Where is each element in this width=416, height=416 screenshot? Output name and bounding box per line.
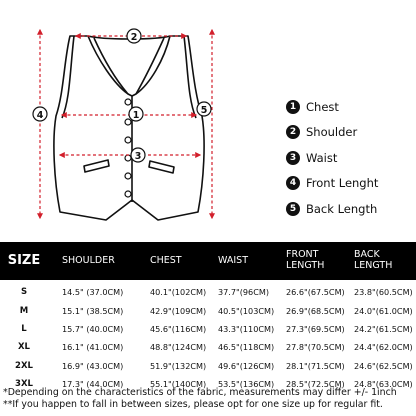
- cell-shoulder: 14.5" (37.0CM): [62, 287, 124, 298]
- measurement-legend: [286, 94, 412, 222]
- svg-text:5: 5: [200, 105, 208, 116]
- cell-waist: 43.3"(110CM): [218, 323, 275, 334]
- table-row: [0, 320, 416, 338]
- cell-shoulder: 17.3" (44.0CM): [62, 379, 124, 390]
- note-between-sizes: **If you happen to fall in between sizes, please opt for one size up for regular fit.: [3, 399, 383, 410]
- legend-label: Shoulder: [306, 125, 358, 140]
- cell-back-length: 23.8"(60.5CM): [354, 287, 413, 298]
- table-row: [0, 283, 416, 301]
- cell-shoulder: 16.9" (43.0CM): [62, 360, 124, 371]
- legend-label: Back Length: [306, 201, 378, 216]
- size-chart-table: [0, 242, 416, 393]
- cell-chest: 40.1"(102CM): [150, 287, 207, 298]
- header-size: SIZE: [7, 252, 41, 268]
- size-notes: [3, 387, 415, 411]
- cell-back-length: 24.6"(62.5CM): [354, 360, 413, 371]
- button-icon: [125, 119, 131, 125]
- cell-shoulder: 15.1" (38.5CM): [62, 305, 124, 316]
- header-front-length-line2: LENGTH: [286, 260, 325, 271]
- legend-item-chest: [286, 94, 412, 120]
- legend-label: Front Lenght: [306, 176, 379, 191]
- number-3-icon: 3: [286, 151, 300, 165]
- table-header: [0, 242, 416, 280]
- note-fabric: *Depending on the characteristics of the fabric, measurements may differ +/- 1inch: [3, 387, 397, 398]
- cell-size: S: [20, 287, 28, 298]
- table-row: [0, 301, 416, 319]
- legend-item-back-length: [286, 196, 412, 222]
- number-1-icon: 1: [286, 100, 300, 114]
- cell-front-length: 27.8"(70.5CM): [286, 342, 345, 353]
- cell-size: XL: [18, 342, 30, 353]
- number-2-icon: 2: [286, 125, 300, 139]
- number-4-icon: 4: [286, 176, 300, 190]
- legend-item-shoulder: [286, 120, 412, 146]
- cell-back-length: 24.4"(62.0CM): [354, 342, 413, 353]
- legend-label: Waist: [306, 150, 338, 165]
- cell-front-length: 26.6"(67.5CM): [286, 287, 345, 298]
- header-front-length: [286, 250, 324, 272]
- button-icon: [125, 137, 131, 143]
- marker-chest: [129, 107, 143, 121]
- table-body: [0, 280, 416, 393]
- marker-shoulder: [127, 29, 141, 43]
- header-back-length: [354, 250, 392, 272]
- cell-waist: 49.6"(126CM): [218, 360, 275, 371]
- cell-front-length: 27.3"(69.5CM): [286, 323, 345, 334]
- cell-back-length: 24.2"(61.5CM): [354, 323, 413, 334]
- cell-back-length: 24.0"(61.0CM): [354, 305, 413, 316]
- cell-waist: 53.5"(136CM): [218, 379, 275, 390]
- header-shoulder: SHOULDER: [62, 254, 115, 266]
- table-row: [0, 338, 416, 356]
- marker-waist: [131, 148, 145, 162]
- cell-chest: 48.8"(124CM): [150, 342, 207, 353]
- number-5-icon: 5: [286, 202, 300, 216]
- vest-outline: [54, 36, 204, 220]
- cell-chest: 42.9"(109CM): [150, 305, 207, 316]
- header-back-length-line2: LENGTH: [354, 260, 393, 271]
- svg-text:2: 2: [130, 32, 138, 43]
- cell-chest: 45.6"(116CM): [150, 323, 207, 334]
- header-waist: WAIST: [218, 254, 249, 266]
- cell-waist: 46.5"(118CM): [218, 342, 275, 353]
- svg-text:1: 1: [132, 110, 140, 121]
- marker-back-length: [197, 102, 211, 116]
- table-row: [0, 357, 416, 375]
- header-front-length-line1: FRONT: [286, 249, 319, 261]
- header-chest: CHEST: [150, 254, 182, 266]
- cell-chest: 55.1"(140CM): [150, 379, 207, 390]
- legend-label: Chest: [306, 99, 339, 114]
- cell-back-length: 24.8"(63.0CM): [354, 379, 413, 390]
- cell-front-length: 28.5"(72.5CM): [286, 379, 345, 390]
- cell-front-length: 28.1"(71.5CM): [286, 360, 345, 371]
- cell-shoulder: 15.7" (40.0CM): [62, 323, 124, 334]
- cell-size: M: [19, 305, 29, 316]
- svg-text:4: 4: [36, 110, 44, 121]
- cell-shoulder: 16.1" (41.0CM): [62, 342, 124, 353]
- marker-front-length: [33, 107, 47, 121]
- button-icon: [125, 173, 131, 179]
- cell-front-length: 26.9"(68.5CM): [286, 305, 345, 316]
- button-icon: [125, 191, 131, 197]
- legend-item-front-length: [286, 171, 412, 197]
- button-icon: [125, 155, 131, 161]
- header-back-length-line1: BACK: [354, 249, 380, 261]
- cell-size: 3XL: [15, 379, 33, 390]
- cell-size: 2XL: [15, 360, 33, 371]
- cell-size: L: [21, 323, 27, 334]
- svg-text:3: 3: [134, 151, 142, 162]
- cell-waist: 40.5"(103CM): [218, 305, 275, 316]
- button-icon: [125, 99, 131, 105]
- legend-item-waist: [286, 145, 412, 171]
- cell-chest: 51.9"(132CM): [150, 360, 207, 371]
- cell-waist: 37.7"(96CM): [218, 287, 269, 298]
